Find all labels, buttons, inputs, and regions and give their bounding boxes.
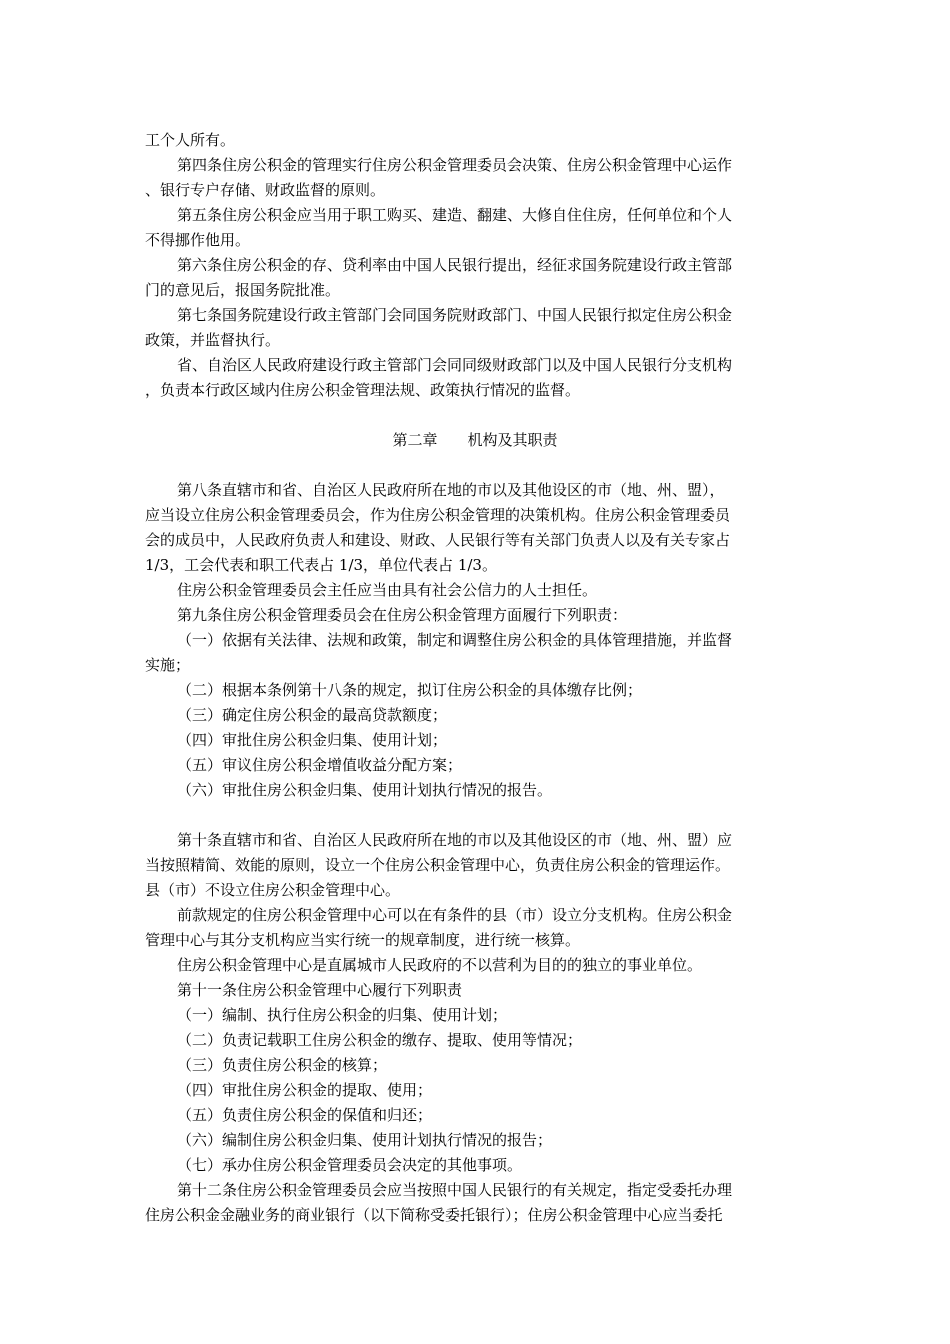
list-item: （六）审批住房公积金归集、使用计划执行情况的报告。 xyxy=(177,781,553,799)
paragraph-line: 第九条住房公积金管理委员会在住房公积金管理方面履行下列职责： xyxy=(177,606,628,624)
list-item: （一）编制、执行住房公积金的归集、使用计划； xyxy=(177,1006,508,1024)
paragraph-line: 会的成员中，人民政府负责人和建设、财政、人民银行等有关部门负责人以及有关专家占 xyxy=(145,531,731,549)
list-item: （二）负责记载职工住房公积金的缴存、提取、使用等情况； xyxy=(177,1031,583,1049)
list-item: （六）编制住房公积金归集、使用计划执行情况的报告； xyxy=(177,1131,553,1149)
paragraph-line: 第四条住房公积金的管理实行住房公积金管理委员会决策、住房公积金管理中心运作 xyxy=(177,156,733,174)
list-item: （一）依据有关法律、法规和政策，制定和调整住房公积金的具体管理措施，并监督 xyxy=(177,631,733,649)
paragraph-line: 、银行专户存储、财政监督的原则。 xyxy=(145,181,386,199)
paragraph-line: 第六条住房公积金的存、贷利率由中国人民银行提出，经征求国务院建设行政主管部 xyxy=(177,256,733,274)
paragraph-line: 前款规定的住房公积金管理中心可以在有条件的县（市）设立分支机构。住房公积金 xyxy=(177,906,733,924)
list-item: （五）负责住房公积金的保值和归还； xyxy=(177,1106,433,1124)
list-item: （二）根据本条例第十八条的规定，拟订住房公积金的具体缴存比例； xyxy=(177,681,643,699)
chapter-heading xyxy=(0,430,950,450)
paragraph-line: 第十一条住房公积金管理中心履行下列职责 xyxy=(177,981,463,999)
paragraph-line: 第十条直辖市和省、自治区人民政府所在地的市以及其他设区的市（地、州、盟）应 xyxy=(177,831,733,849)
paragraph-line: 1/3，工会代表和职工代表占 1/3，单位代表占 1/3。 xyxy=(145,556,497,574)
paragraph-line: 第七条国务院建设行政主管部门会同国务院财政部门、中国人民银行拟定住房公积金 xyxy=(177,306,733,324)
paragraph-line: 第八条直辖市和省、自治区人民政府所在地的市以及其他设区的市（地、州、盟）， xyxy=(177,481,725,499)
list-item: （四）审批住房公积金归集、使用计划； xyxy=(177,731,448,749)
paragraph-line: 实施； xyxy=(145,656,191,674)
paragraph-line: 住房公积金管理中心是直属城市人民政府的不以营利为目的的独立的事业单位。 xyxy=(177,956,703,974)
list-item: （七）承办住房公积金管理委员会决定的其他事项。 xyxy=(177,1156,523,1174)
paragraph-line: 工个人所有。 xyxy=(145,131,236,149)
paragraph-line: 政策，并监督执行。 xyxy=(145,331,281,349)
paragraph-line: 第十二条住房公积金管理委员会应当按照中国人民银行的有关规定，指定受委托办理 xyxy=(177,1181,733,1199)
paragraph-line: 当按照精简、效能的原则，设立一个住房公积金管理中心，负责住房公积金的管理运作。 xyxy=(145,856,731,874)
list-item: （四）审批住房公积金的提取、使用； xyxy=(177,1081,433,1099)
list-item: （三）负责住房公积金的核算； xyxy=(177,1056,388,1074)
paragraph-line: 第五条住房公积金应当用于职工购买、建造、翻建、大修自住住房，任何单位和个人 xyxy=(177,206,733,224)
paragraph-line: 管理中心与其分支机构应当实行统一的规章制度，进行统一核算。 xyxy=(145,931,581,949)
paragraph-line: 应当设立住房公积金管理委员会，作为住房公积金管理的决策机构。住房公积金管理委员 xyxy=(145,506,731,524)
list-item: （三）确定住房公积金的最高贷款额度； xyxy=(177,706,448,724)
list-item: （五）审议住房公积金增值收益分配方案； xyxy=(177,756,463,774)
paragraph-line: 县（市）不设立住房公积金管理中心。 xyxy=(145,881,401,899)
paragraph-line: ，负责本行政区域内住房公积金管理法规、政策执行情况的监督。 xyxy=(145,381,581,399)
paragraph-line: 住房公积金金融业务的商业银行（以下简称受委托银行）；住房公积金管理中心应当委托 xyxy=(145,1206,723,1224)
chapter-title: 机构及其职责 xyxy=(467,431,558,449)
paragraph-line: 省、自治区人民政府建设行政主管部门会同同级财政部门以及中国人民银行分支机构 xyxy=(177,356,733,374)
chapter-number: 第二章 xyxy=(392,431,438,449)
paragraph-line: 不得挪作他用。 xyxy=(145,231,251,249)
paragraph-line: 住房公积金管理委员会主任应当由具有社会公信力的人士担任。 xyxy=(177,581,598,599)
paragraph-line: 门的意见后，报国务院批准。 xyxy=(145,281,341,299)
